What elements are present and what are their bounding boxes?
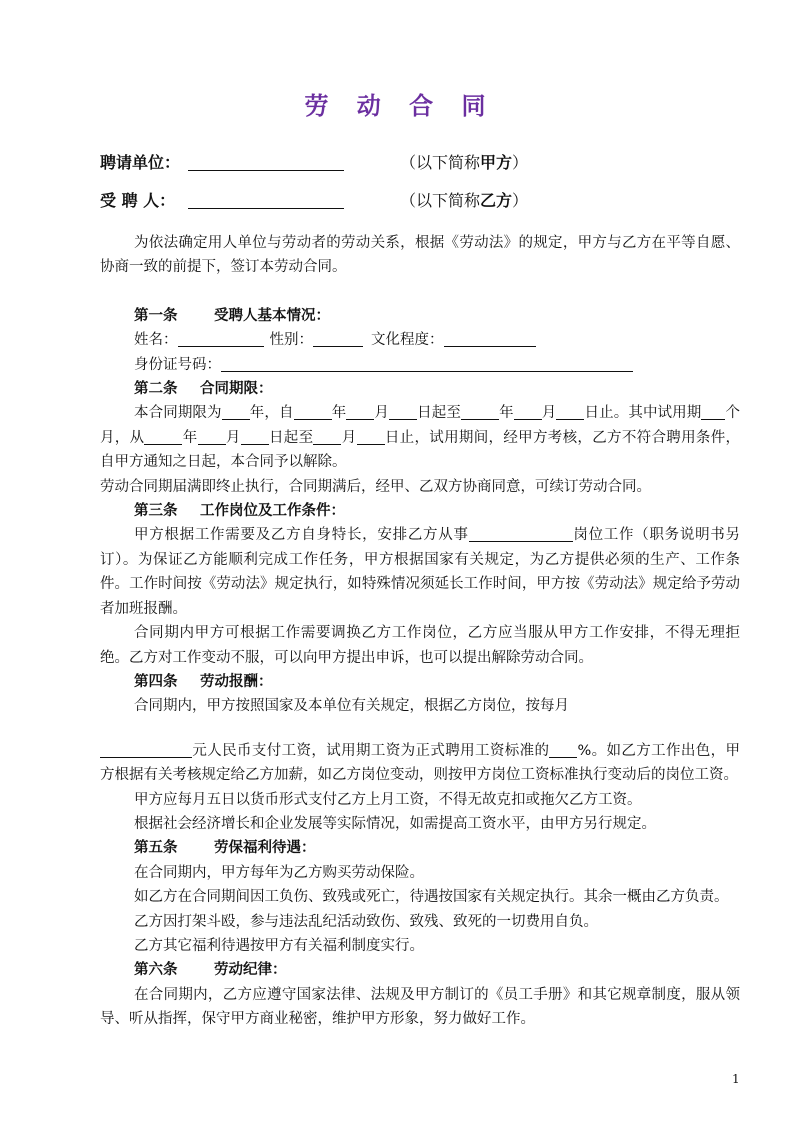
article-3-paragraph-1: 甲方根据工作需要及乙方自身特长，安排乙方从事 岗位工作（职务说明书另订）。为保证乙方能顺利完成工作任务，甲方根据国家有关规定，为乙方提供必须的生产、工作条件。工作时间按《劳动法》规定执行，如特殊情况须延长工作时间，甲方按《劳动法》规定给予劳动者加班报酬。 [100,527,741,617]
article-5-paragraph-1: 在合同期内，甲方每年为乙方购买劳动保险。 [134,864,424,881]
article-1-id-line: 身份证号码： [100,353,740,377]
article-1-basic-info: 姓名： 性别： 文化程度： [100,328,740,352]
article-3-paragraph-2: 合同期内甲方可根据工作需要调换乙方工作岗位，乙方应当服从甲方工作安排，不得无理拒绝。乙方对工作变动不服，可以向甲方提出申诉，也可以提出解除劳动合同。 [100,625,740,666]
article-4-paragraph-4: 根据社会经济增长和企业发展等实际情况，如需提高工资水平，由甲方另行规定。 [134,815,656,832]
article-5-paragraph-2: 如乙方在合同期间因工负伤、致残或死亡，待遇按国家有关规定执行。其余一概由乙方负责。 [134,889,729,906]
document-title: 劳 动 合 同 [304,92,496,120]
article-6-heading: 第六条 劳动纪律： [134,962,287,979]
contract-body [100,231,740,1032]
employer-note: （以下简称甲方） [400,153,529,172]
article-4-heading: 第四条 劳动报酬： [134,673,273,690]
employer-blank [188,154,344,171]
employee-blank [188,192,344,209]
intro-paragraph: 为依法确定用人单位与劳动者的劳动关系，根据《劳动法》的规定，甲方与乙方在平等自愿、协商一致的前提下，签订本劳动合同。 [100,235,740,276]
employee-line [100,188,529,211]
employee-note: （以下简称乙方） [400,191,529,210]
article-5-paragraph-3: 乙方因打架斗殴，参与违法乱纪活动致伤、致残、致死的一切费用自负。 [134,913,598,930]
article-6-paragraph-1: 在合同期内，乙方应遵守国家法律、法规及甲方制订的《员工手册》和其它规章制度，服从领导、听从指挥，保守甲方商业秘密，维护甲方形象，努力做好工作。 [100,986,740,1028]
article-4-paragraph-3: 甲方应每月五日以货币形式支付乙方上月工资，不得无故克扣或拖欠乙方工资。 [134,791,642,808]
article-4-paragraph-2: 元人民币支付工资，试用期工资为正式聘用工资标准的 %。如乙方工作出色，甲方根据有关考核规定给乙方加薪，如乙方岗位变动，则按甲方岗位工资标准执行变动后的岗位工资。 [100,742,741,784]
article-4-paragraph-1: 合同期内，甲方按照国家及本单位有关规定，根据乙方岗位，按每月 [134,698,569,715]
employer-label: 聘请单位： [100,153,181,172]
article-5-paragraph-4: 乙方其它福利待遇按甲方有关福利制度实行。 [134,937,424,954]
article-5-heading: 第五条 劳保福利待遇： [134,840,316,857]
employee-label: 受 聘 人： [100,191,176,210]
article-3-heading: 第三条 工作岗位及工作条件： [134,503,345,520]
article-2-paragraph-2: 劳动合同期届满即终止执行，合同期满后，经甲、乙双方协商同意，可续订劳动合同。 [100,478,651,495]
page-number: 1 [732,1072,740,1086]
employer-line [100,150,529,173]
article-2-heading: 第二条 合同期限： [134,381,273,398]
article-2-paragraph-1: 本合同期限为 年，自 年 月 日起至 年 月 日止。其中试用期 个月，从 年 月 日起至 月 日止，试用期间，经甲方考核，乙方不符合聘用条件，自甲方通知之日起，本合同予以解除。 [100,405,741,471]
article-1-heading: 第一条 受聘人基本情况： [134,307,330,324]
